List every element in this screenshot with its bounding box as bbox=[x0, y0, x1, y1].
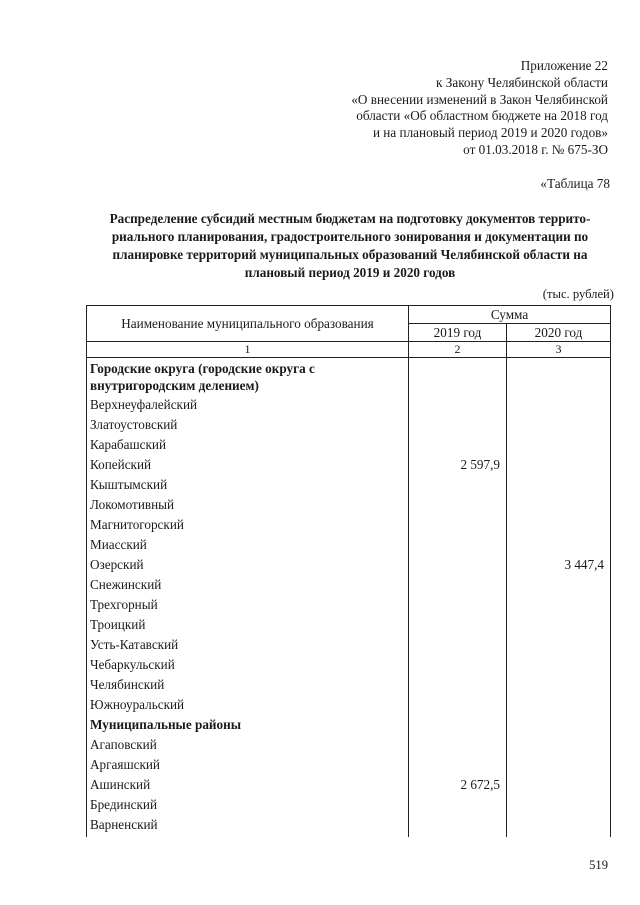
table-row bbox=[87, 555, 611, 575]
value-2019-cell bbox=[409, 395, 507, 415]
table-row bbox=[87, 675, 611, 695]
value-2020-cell bbox=[507, 455, 611, 475]
value-2020-cell bbox=[507, 358, 611, 396]
municipality-name-cell: Копейский bbox=[87, 455, 409, 475]
table-row bbox=[87, 775, 611, 795]
value-2020-cell bbox=[507, 615, 611, 635]
column-index-1: 1 bbox=[87, 342, 409, 358]
title-line: планировке территорий муниципальных образований Челябинской области на bbox=[112, 247, 588, 262]
municipality-name-cell: Озерский bbox=[87, 555, 409, 575]
value-2019-cell bbox=[409, 615, 507, 635]
table-row bbox=[87, 535, 611, 555]
municipality-name-cell: Аргаяшский bbox=[87, 755, 409, 775]
value-2019-cell bbox=[409, 495, 507, 515]
value-2020-cell bbox=[507, 715, 611, 735]
municipality-name-cell: Агаповский bbox=[87, 735, 409, 755]
value-2019-cell bbox=[409, 475, 507, 495]
table-row bbox=[87, 655, 611, 675]
title-line: риального планирования, градостроительного зонирования и документации по bbox=[111, 229, 589, 244]
table-row bbox=[87, 595, 611, 615]
page-number: 519 bbox=[589, 858, 608, 872]
appendix-line: области «Об областном бюджете на 2018 год bbox=[356, 108, 608, 124]
municipality-name-cell: Челябинский bbox=[87, 675, 409, 695]
table-row bbox=[87, 475, 611, 495]
value-2020-cell bbox=[507, 435, 611, 455]
value-2019-cell bbox=[409, 515, 507, 535]
value-2020-cell: 3 447,4 bbox=[507, 555, 611, 575]
appendix-line: Приложение 22 bbox=[520, 58, 608, 73]
value-2019-cell bbox=[409, 675, 507, 695]
value-2019-cell: 2 672,5 bbox=[409, 775, 507, 795]
table-row bbox=[87, 795, 611, 815]
table-row bbox=[87, 515, 611, 535]
table-number: «Таблица 78 bbox=[540, 176, 610, 191]
table-row bbox=[87, 715, 611, 735]
appendix-line: к Закону Челябинской области bbox=[436, 74, 608, 90]
table-row bbox=[87, 495, 611, 515]
subsidy-table bbox=[86, 305, 611, 837]
value-2019-cell: 2 597,9 bbox=[409, 455, 507, 475]
title-line: плановый период 2019 и 2020 годов bbox=[244, 265, 456, 280]
value-2019-cell bbox=[409, 735, 507, 755]
value-2020-cell bbox=[507, 475, 611, 495]
municipality-name-cell: Троицкий bbox=[87, 615, 409, 635]
value-2020-cell bbox=[507, 515, 611, 535]
municipality-name-cell: Магнитогорский bbox=[87, 515, 409, 535]
title-line: Распределение субсидий местным бюджетам на подготовку документов террито- bbox=[109, 211, 591, 226]
table-row bbox=[87, 635, 611, 655]
value-2020-cell bbox=[507, 655, 611, 675]
value-2020-cell bbox=[507, 775, 611, 795]
table-body bbox=[87, 358, 611, 838]
municipality-name-cell: Городские округа (городские округа с внутригородским делением) bbox=[87, 358, 409, 396]
value-2020-cell bbox=[507, 535, 611, 555]
table-row bbox=[87, 755, 611, 775]
table-row bbox=[87, 575, 611, 595]
value-2019-cell bbox=[409, 415, 507, 435]
value-2019-cell bbox=[409, 695, 507, 715]
column-header-2019: 2019 год bbox=[409, 324, 507, 342]
value-2019-cell bbox=[409, 595, 507, 615]
municipality-name-cell: Карабашский bbox=[87, 435, 409, 455]
column-header-sum: Сумма bbox=[409, 306, 611, 324]
value-2019-cell bbox=[409, 575, 507, 595]
column-header-2020: 2020 год bbox=[507, 324, 611, 342]
table-row bbox=[87, 735, 611, 755]
municipality-name-cell: Трехгорный bbox=[87, 595, 409, 615]
table-row bbox=[87, 395, 611, 415]
value-2019-cell bbox=[409, 435, 507, 455]
municipality-name-cell: Усть-Катавский bbox=[87, 635, 409, 655]
document-title bbox=[80, 210, 620, 282]
value-2020-cell bbox=[507, 695, 611, 715]
municipality-name-cell: Верхнеуфалейский bbox=[87, 395, 409, 415]
value-2020-cell bbox=[507, 415, 611, 435]
value-2020-cell bbox=[507, 395, 611, 415]
municipality-name-cell: Снежинский bbox=[87, 575, 409, 595]
value-2020-cell bbox=[507, 495, 611, 515]
column-header-name: Наименование муниципального образования bbox=[87, 306, 409, 342]
table-row bbox=[87, 615, 611, 635]
value-2019-cell bbox=[409, 635, 507, 655]
value-2019-cell bbox=[409, 535, 507, 555]
value-2020-cell bbox=[507, 795, 611, 815]
municipality-name-cell: Миасский bbox=[87, 535, 409, 555]
municipality-name-cell: Брединский bbox=[87, 795, 409, 815]
municipality-name-cell: Муниципальные районы bbox=[87, 715, 409, 735]
municipality-name-cell: Южноуральский bbox=[87, 695, 409, 715]
value-2019-cell bbox=[409, 815, 507, 837]
column-index-2: 2 bbox=[409, 342, 507, 358]
appendix-line: «О внесении изменений в Закон Челябинской bbox=[351, 91, 608, 107]
value-2019-cell bbox=[409, 555, 507, 575]
units-label: (тыс. рублей) bbox=[542, 287, 614, 301]
value-2020-cell bbox=[507, 735, 611, 755]
municipality-name-cell: Кыштымский bbox=[87, 475, 409, 495]
value-2019-cell bbox=[409, 358, 507, 396]
table-row bbox=[87, 695, 611, 715]
table-row bbox=[87, 415, 611, 435]
municipality-name-cell: Локомотивный bbox=[87, 495, 409, 515]
value-2019-cell bbox=[409, 795, 507, 815]
value-2019-cell bbox=[409, 755, 507, 775]
appendix-header bbox=[278, 58, 608, 159]
value-2019-cell bbox=[409, 715, 507, 735]
value-2020-cell bbox=[507, 755, 611, 775]
value-2020-cell bbox=[507, 595, 611, 615]
table-row bbox=[87, 815, 611, 837]
municipality-name-cell: Ашинский bbox=[87, 775, 409, 795]
appendix-line: и на плановый период 2019 и 2020 годов» bbox=[372, 125, 608, 141]
column-index-3: 3 bbox=[507, 342, 611, 358]
table-row bbox=[87, 358, 611, 396]
municipality-name-cell: Чебаркульский bbox=[87, 655, 409, 675]
table-row bbox=[87, 435, 611, 455]
appendix-line: от 01.03.2018 г. № 675-ЗО bbox=[463, 141, 608, 157]
value-2019-cell bbox=[409, 655, 507, 675]
table-row bbox=[87, 455, 611, 475]
municipality-name-cell: Варненский bbox=[87, 815, 409, 837]
value-2020-cell bbox=[507, 635, 611, 655]
value-2020-cell bbox=[507, 575, 611, 595]
value-2020-cell bbox=[507, 675, 611, 695]
value-2020-cell bbox=[507, 815, 611, 837]
municipality-name-cell: Златоустовский bbox=[87, 415, 409, 435]
